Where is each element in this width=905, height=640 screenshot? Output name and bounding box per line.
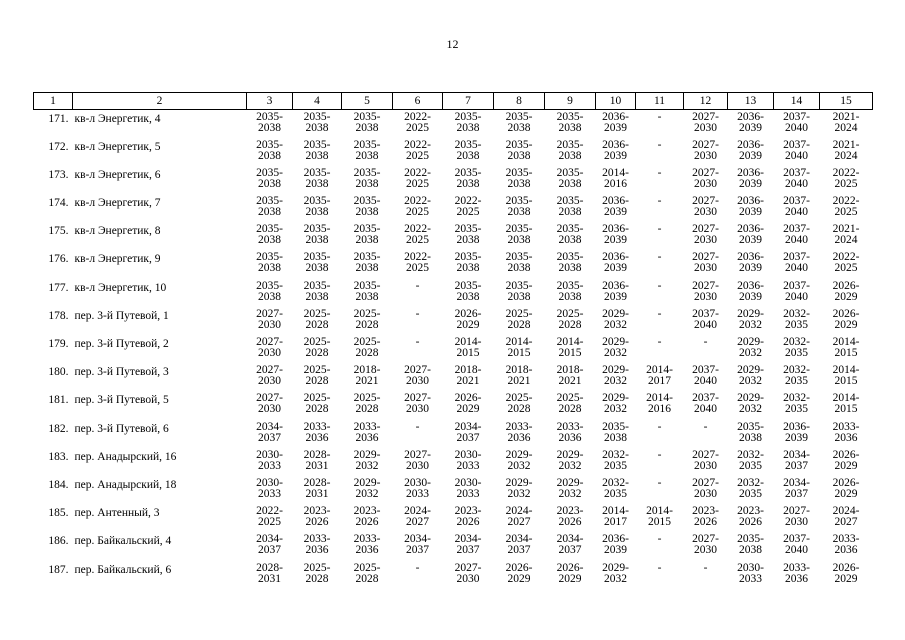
period-cell: 2033- 2036 (303, 420, 331, 444)
period-cell: 2035- 2038 (303, 223, 331, 247)
address-cell: кв-л Энергетик, 9 (74, 253, 161, 266)
period-cell: 2035- 2038 (303, 138, 331, 162)
period-cell: 2027- 2030 (692, 195, 719, 219)
period-cell: 2021- 2024 (832, 138, 860, 162)
period-cell: 2022- 2025 (454, 195, 482, 219)
period-cell: 2035- 2038 (505, 138, 533, 162)
period-cell: 2034- 2037 (454, 533, 482, 557)
address-cell: кв-л Энергетик, 4 (74, 113, 161, 125)
period-cell: 2027- 2030 (692, 111, 719, 134)
period-cell: - (657, 195, 662, 208)
period-cell: 2029- 2032 (602, 392, 629, 416)
period-cell: 2032- 2035 (602, 448, 629, 472)
period-cell: 2033- 2036 (556, 420, 584, 444)
period-cell: 2035- 2038 (505, 166, 533, 190)
address-cell: кв-л Энергетик, 7 (74, 197, 161, 210)
period-cell: 2035- 2038 (556, 138, 584, 162)
period-cell: 2018- 2021 (556, 364, 584, 388)
column-header: 13 (728, 93, 774, 110)
period-cell: 2033- 2036 (832, 420, 860, 444)
period-cell: 2036- 2039 (783, 420, 810, 444)
period-cell: 2035- 2038 (556, 279, 584, 303)
period-cell: 2032- 2035 (737, 476, 764, 500)
period-cell: 2034- 2037 (404, 533, 431, 557)
period-cell: 2029- 2032 (505, 476, 533, 500)
period-cell: 2029- 2032 (737, 307, 764, 331)
period-cell: 2035- 2038 (353, 111, 381, 134)
table-row (34, 363, 873, 391)
address-cell: кв-л Энергетик, 6 (74, 168, 161, 181)
period-cell: 2035- 2038 (602, 420, 629, 444)
period-cell: 2033- 2036 (783, 561, 810, 585)
period-cell: 2022- 2025 (832, 251, 860, 275)
period-cell: 2035- 2038 (353, 138, 381, 162)
table-row (34, 110, 873, 138)
address-cell: пер. 3-й Путевой, 1 (74, 309, 169, 322)
period-cell: 2026- 2029 (832, 561, 860, 585)
column-header: 7 (443, 93, 494, 110)
period-cell: 2023- 2026 (303, 505, 331, 529)
period-cell: 2036- 2039 (602, 111, 629, 134)
period-cell: 2035- 2038 (256, 166, 283, 190)
period-cell: 2027- 2030 (783, 505, 810, 529)
period-cell: 2035- 2038 (256, 138, 283, 162)
period-cell: 2037- 2040 (783, 166, 810, 190)
period-cell: 2034- 2037 (556, 533, 584, 557)
period-cell: 2025- 2028 (353, 336, 381, 359)
period-cell: - (657, 251, 662, 264)
period-cell: 2035- 2038 (505, 111, 533, 134)
period-cell: 2035- 2038 (256, 223, 283, 247)
address-cell: пер. 3-й Путевой, 6 (74, 422, 169, 435)
row-number: 184. (48, 478, 69, 491)
period-cell: 2037- 2040 (783, 111, 810, 134)
address-cell: кв-л Энергетик, 5 (74, 140, 161, 153)
period-cell: 2014- 2017 (646, 364, 673, 388)
column-header: 15 (820, 93, 873, 110)
period-cell: 2024- 2027 (832, 505, 860, 529)
period-cell: 2022- 2025 (404, 166, 431, 190)
period-cell: 2023- 2026 (454, 505, 482, 529)
row-number: 171. (48, 113, 69, 125)
row-number: 180. (48, 366, 69, 379)
period-cell: 2014- 2015 (646, 505, 673, 529)
address-cell: кв-л Энергетик, 8 (74, 225, 161, 238)
period-cell: - (657, 420, 662, 433)
period-cell: 2034- 2037 (454, 420, 482, 444)
period-cell: 2035- 2038 (353, 251, 381, 275)
table-row (34, 194, 873, 222)
period-cell: 2022- 2025 (832, 195, 860, 219)
period-cell: 2022- 2025 (832, 166, 860, 190)
period-cell: 2025- 2028 (505, 392, 533, 416)
period-cell: - (657, 448, 662, 461)
period-cell: 2035- 2038 (737, 533, 764, 557)
period-cell: 2037- 2040 (692, 307, 719, 331)
period-cell: 2035- 2038 (454, 138, 482, 162)
period-cell: 2029- 2032 (353, 476, 381, 500)
table-row (34, 138, 873, 166)
period-cell: 2027- 2030 (692, 251, 719, 275)
period-cell: 2014- 2015 (832, 364, 860, 388)
period-cell: 2029- 2032 (737, 392, 764, 416)
period-cell: 2025- 2028 (556, 392, 584, 416)
period-cell: 2018- 2021 (353, 364, 381, 388)
period-cell: 2023- 2026 (737, 505, 764, 529)
period-cell: 2033- 2036 (303, 533, 331, 557)
period-cell: 2026- 2029 (556, 561, 584, 585)
period-cell: 2014- 2015 (454, 336, 482, 359)
period-cell: 2036- 2039 (602, 533, 629, 557)
period-cell: 2027- 2030 (692, 476, 719, 500)
column-header: 4 (293, 93, 342, 110)
row-number: 183. (48, 450, 69, 463)
address-cell: пер. Анадырский, 16 (74, 450, 177, 463)
period-cell: 2014- 2016 (602, 166, 629, 190)
period-cell: 2036- 2039 (602, 279, 629, 303)
column-header: 14 (774, 93, 820, 110)
period-cell: 2037- 2040 (692, 392, 719, 416)
period-cell: 2033- 2036 (353, 533, 381, 557)
period-cell: 2034- 2037 (256, 420, 283, 444)
period-cell: 2029- 2032 (602, 336, 629, 359)
period-cell: 2025- 2028 (505, 307, 533, 331)
period-cell: 2026- 2029 (832, 476, 860, 500)
period-cell: 2022- 2025 (404, 111, 431, 134)
period-cell: 2030- 2033 (454, 476, 482, 500)
period-cell: 2025- 2028 (303, 336, 331, 359)
table-row (34, 561, 873, 589)
column-header: 12 (684, 93, 728, 110)
period-cell: 2035- 2038 (353, 195, 381, 219)
column-header: 9 (545, 93, 596, 110)
period-cell: 2022- 2025 (404, 195, 431, 219)
period-cell: - (657, 138, 662, 151)
period-cell: 2035- 2038 (454, 279, 482, 303)
period-cell: 2035- 2038 (556, 166, 584, 190)
table-body (34, 110, 873, 589)
row-number: 176. (48, 253, 69, 266)
period-cell: - (415, 561, 420, 574)
address-cell: пер. Байкальский, 6 (74, 563, 172, 576)
period-cell: 2035- 2038 (454, 111, 482, 134)
period-cell: 2027- 2030 (692, 166, 719, 190)
period-cell: - (657, 336, 662, 348)
period-cell: 2028- 2031 (303, 448, 331, 472)
column-header: 5 (342, 93, 393, 110)
period-cell: 2034- 2037 (783, 448, 810, 472)
period-cell: 2025- 2028 (303, 364, 331, 388)
period-cell: - (703, 561, 708, 574)
period-cell: 2032- 2035 (783, 392, 810, 416)
period-cell: 2032- 2035 (737, 448, 764, 472)
table-row (34, 532, 873, 560)
period-cell: - (415, 307, 420, 320)
period-cell: 2022- 2025 (404, 251, 431, 275)
period-cell: 2018- 2021 (454, 364, 482, 388)
period-cell: 2027- 2030 (692, 533, 719, 557)
period-cell: 2036- 2039 (737, 251, 764, 275)
period-cell: 2026- 2029 (505, 561, 533, 585)
period-cell: - (415, 420, 420, 433)
row-number: 174. (48, 197, 69, 210)
address-cell: пер. 3-й Путевой, 2 (74, 338, 169, 350)
period-cell: 2035- 2038 (505, 223, 533, 247)
period-cell: 2037- 2040 (783, 195, 810, 219)
column-header: 3 (247, 93, 293, 110)
period-cell: 2023- 2026 (692, 505, 719, 529)
period-cell: - (657, 223, 662, 236)
period-cell: 2036- 2039 (737, 279, 764, 303)
period-cell: 2029- 2032 (737, 336, 764, 359)
period-cell: 2023- 2026 (556, 505, 584, 529)
period-cell: 2036- 2039 (737, 223, 764, 247)
column-header: 10 (596, 93, 636, 110)
period-cell: 2025- 2028 (353, 307, 381, 331)
period-cell: - (415, 336, 420, 348)
period-cell: 2029- 2032 (505, 448, 533, 472)
period-cell: 2027- 2030 (454, 561, 482, 585)
period-cell: - (657, 476, 662, 489)
period-cell: 2029- 2032 (602, 561, 629, 585)
period-cell: 2035- 2038 (556, 223, 584, 247)
table-row (34, 504, 873, 532)
period-cell: 2023- 2026 (353, 505, 381, 529)
row-number: 186. (48, 535, 69, 548)
period-cell: 2028- 2031 (303, 476, 331, 500)
period-cell: 2025- 2028 (556, 307, 584, 331)
row-number: 182. (48, 422, 69, 435)
period-cell: - (657, 279, 662, 292)
period-cell: 2035- 2038 (303, 279, 331, 303)
address-cell: пер. Анадырский, 18 (74, 478, 177, 491)
period-cell: 2014- 2016 (646, 392, 673, 416)
period-cell: 2029- 2032 (556, 448, 584, 472)
period-cell: 2037- 2040 (783, 279, 810, 303)
period-cell: 2036- 2039 (602, 223, 629, 247)
period-cell: 2032- 2035 (783, 307, 810, 331)
period-cell: 2037- 2040 (783, 223, 810, 247)
period-cell: 2035- 2038 (454, 223, 482, 247)
period-cell: 2029- 2032 (602, 364, 629, 388)
table-row (34, 166, 873, 194)
period-cell: 2027- 2030 (256, 392, 283, 416)
period-cell: 2034- 2037 (505, 533, 533, 557)
period-cell: 2021- 2024 (832, 111, 860, 134)
period-cell: 2035- 2038 (556, 251, 584, 275)
period-cell: 2014- 2015 (832, 392, 860, 416)
period-cell: 2014- 2015 (505, 336, 533, 359)
period-cell: 2014- 2015 (832, 336, 860, 359)
period-cell: 2026- 2029 (454, 307, 482, 331)
period-cell: 2026- 2029 (832, 279, 860, 303)
row-number: 181. (48, 394, 69, 407)
period-cell: 2036- 2039 (737, 138, 764, 162)
period-cell: 2027- 2030 (692, 448, 719, 472)
period-cell: 2029- 2032 (737, 364, 764, 388)
address-cell: пер. Байкальский, 4 (74, 535, 172, 548)
address-cell: пер. 3-й Путевой, 5 (74, 394, 169, 407)
period-cell: 2025- 2028 (303, 307, 331, 331)
period-cell: 2035- 2038 (556, 111, 584, 134)
table-row (34, 448, 873, 476)
table-row (34, 476, 873, 504)
period-cell: 2036- 2039 (737, 195, 764, 219)
period-cell: 2027- 2030 (256, 307, 283, 331)
period-cell: 2022- 2025 (404, 223, 431, 247)
table-row (34, 250, 873, 278)
period-cell: 2030- 2033 (256, 448, 283, 472)
period-cell: 2035- 2038 (353, 279, 381, 303)
period-cell: 2032- 2035 (602, 476, 629, 500)
period-cell: 2027- 2030 (692, 223, 719, 247)
period-cell: 2029- 2032 (602, 307, 629, 331)
period-cell: 2037- 2040 (783, 533, 810, 557)
period-cell: 2032- 2035 (783, 336, 810, 359)
period-cell: 2035- 2038 (505, 251, 533, 275)
row-number: 187. (48, 563, 69, 576)
period-cell: 2022- 2025 (404, 138, 431, 162)
period-cell: 2036- 2039 (602, 195, 629, 219)
period-cell: 2030- 2033 (737, 561, 764, 585)
schedule-table (33, 92, 873, 589)
row-number: 178. (48, 309, 69, 322)
period-cell: 2035- 2038 (454, 166, 482, 190)
period-cell: 2027- 2030 (692, 138, 719, 162)
period-cell: 2027- 2030 (692, 279, 719, 303)
period-cell: 2014- 2017 (602, 505, 629, 529)
period-cell: 2035- 2038 (353, 166, 381, 190)
period-cell: 2029- 2032 (556, 476, 584, 500)
period-cell: 2036- 2039 (737, 166, 764, 190)
period-cell: 2027- 2030 (404, 448, 431, 472)
period-cell: 2035- 2038 (303, 251, 331, 275)
period-cell: 2035- 2038 (303, 195, 331, 219)
period-cell: 2018- 2021 (505, 364, 533, 388)
period-cell: 2035- 2038 (454, 251, 482, 275)
page-number: 12 (446, 37, 459, 51)
period-cell: - (657, 533, 662, 546)
table-row (34, 420, 873, 448)
period-cell: - (703, 336, 708, 348)
period-cell: - (657, 166, 662, 179)
period-cell: 2025- 2028 (353, 392, 381, 416)
period-cell: 2024- 2027 (404, 505, 431, 529)
period-cell: 2035- 2038 (737, 420, 764, 444)
period-cell: 2029- 2032 (353, 448, 381, 472)
period-cell: 2035- 2038 (505, 279, 533, 303)
period-cell: - (657, 561, 662, 574)
period-cell: 2026- 2029 (454, 392, 482, 416)
column-header: 8 (494, 93, 545, 110)
period-cell: 2037- 2040 (692, 364, 719, 388)
row-number: 179. (48, 338, 69, 350)
period-cell: 2028- 2031 (256, 561, 283, 585)
period-cell: 2035- 2038 (303, 111, 331, 134)
period-cell: - (657, 111, 662, 123)
period-cell: 2035- 2038 (303, 166, 331, 190)
period-cell: 2027- 2030 (404, 364, 431, 388)
table-row (34, 222, 873, 250)
period-cell: 2032- 2035 (783, 364, 810, 388)
column-header: 11 (636, 93, 684, 110)
table-row (34, 307, 873, 335)
period-cell: 2035- 2038 (256, 195, 283, 219)
period-cell: 2035- 2038 (256, 279, 283, 303)
table-row (34, 391, 873, 419)
period-cell: 2033- 2036 (505, 420, 533, 444)
period-cell: 2027- 2030 (256, 364, 283, 388)
column-header: 6 (393, 93, 443, 110)
period-cell: 2037- 2040 (783, 138, 810, 162)
period-cell: 2022- 2025 (256, 505, 283, 529)
row-number: 175. (48, 225, 69, 238)
period-cell: 2034- 2037 (256, 533, 283, 557)
period-cell: 2035- 2038 (505, 195, 533, 219)
period-cell: 2030- 2033 (454, 448, 482, 472)
column-header: 1 (34, 93, 73, 110)
column-header: 2 (73, 93, 247, 110)
period-cell: 2035- 2038 (256, 111, 283, 134)
period-cell: 2026- 2029 (832, 448, 860, 472)
row-number: 173. (48, 168, 69, 181)
period-cell: - (657, 307, 662, 320)
period-cell: - (415, 279, 420, 292)
period-cell: 2033- 2036 (832, 533, 860, 557)
address-cell: пер. Антенный, 3 (74, 507, 160, 520)
period-cell: 2035- 2038 (556, 195, 584, 219)
period-cell: 2021- 2024 (832, 223, 860, 247)
period-cell: 2025- 2028 (303, 561, 331, 585)
address-cell: кв-л Энергетик, 10 (74, 281, 167, 294)
period-cell: 2035- 2038 (256, 251, 283, 275)
period-cell: 2036- 2039 (737, 111, 764, 134)
period-cell: 2033- 2036 (353, 420, 381, 444)
period-cell: 2026- 2029 (832, 307, 860, 331)
period-cell: 2030- 2033 (256, 476, 283, 500)
row-number: 185. (48, 507, 69, 520)
period-cell: 2036- 2039 (602, 251, 629, 275)
address-cell: пер. 3-й Путевой, 3 (74, 366, 169, 379)
period-cell: - (703, 420, 708, 433)
period-cell: 2030- 2033 (404, 476, 431, 500)
period-cell: 2034- 2037 (783, 476, 810, 500)
table-row (34, 335, 873, 363)
period-cell: 2024- 2027 (505, 505, 533, 529)
period-cell: 2027- 2030 (256, 336, 283, 359)
row-number: 177. (48, 281, 69, 294)
row-number: 172. (48, 140, 69, 153)
period-cell: 2036- 2039 (602, 138, 629, 162)
period-cell: 2037- 2040 (783, 251, 810, 275)
period-cell: 2014- 2015 (556, 336, 584, 359)
header-row (34, 93, 873, 110)
period-cell: 2025- 2028 (353, 561, 381, 585)
period-cell: 2027- 2030 (404, 392, 431, 416)
period-cell: 2035- 2038 (353, 223, 381, 247)
table-row (34, 279, 873, 307)
period-cell: 2025- 2028 (303, 392, 331, 416)
